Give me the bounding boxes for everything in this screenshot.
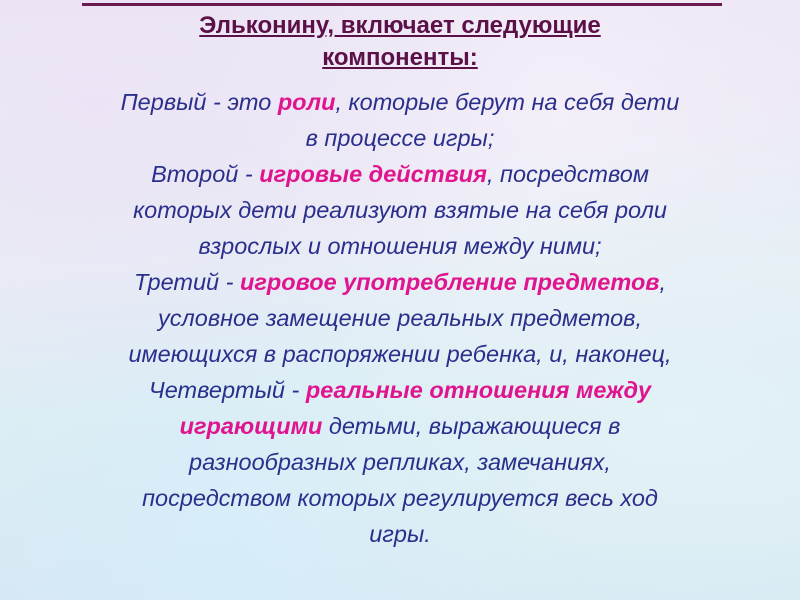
text-segment: Третий - <box>133 269 240 295</box>
text-segment: , посредством <box>487 161 649 187</box>
text-segment: Первый - это <box>120 89 278 115</box>
paragraph-3-line-2: условное замещение реальных предметов, <box>158 305 642 331</box>
highlight-object-use: игровое употребление предметов <box>240 269 660 295</box>
paragraph-3-line-3: имеющихся в распоряжении ребенка, и, наконец, <box>128 341 672 367</box>
text-segment: , <box>659 269 667 295</box>
highlight-roles: роли <box>277 89 336 115</box>
paragraph-4-line-4: посредством которых регулируется весь ход <box>142 485 658 511</box>
paragraph-4-line-3: разнообразных репликах, замечаниях, <box>189 449 611 475</box>
highlight-real-relations: реальные отношения между <box>305 377 652 403</box>
paragraph-2-line-3: взрослых и отношения между ними; <box>198 233 602 259</box>
highlight-playing: играющими <box>179 413 323 439</box>
paragraph-1-line-2: в процессе игры; <box>305 125 495 151</box>
paragraph-3-line-1 <box>20 264 780 300</box>
highlight-game-actions: игровые действия <box>259 161 487 187</box>
paragraph-2-line-1 <box>20 156 780 192</box>
text-segment: , которые берут на себя дети <box>335 89 680 115</box>
heading-line-1: Эльконину, включает следующие <box>199 12 601 39</box>
text-segment: Второй - <box>151 161 260 187</box>
heading-underline-partial <box>82 0 722 6</box>
paragraph-4-line-2 <box>20 408 780 444</box>
text-segment: Четвертый - <box>148 377 306 403</box>
text-segment: детьми, выражающиеся в <box>322 413 621 439</box>
paragraph-2-line-2: которых дети реализуют взятые на себя роли <box>133 197 667 223</box>
heading-line-2: компоненты: <box>322 44 478 71</box>
paragraph-1-line-1 <box>20 84 780 120</box>
paragraph-4-line-5: игры. <box>369 521 431 547</box>
slide-body <box>20 84 780 552</box>
slide-heading <box>60 10 740 74</box>
paragraph-4-line-1 <box>20 372 780 408</box>
